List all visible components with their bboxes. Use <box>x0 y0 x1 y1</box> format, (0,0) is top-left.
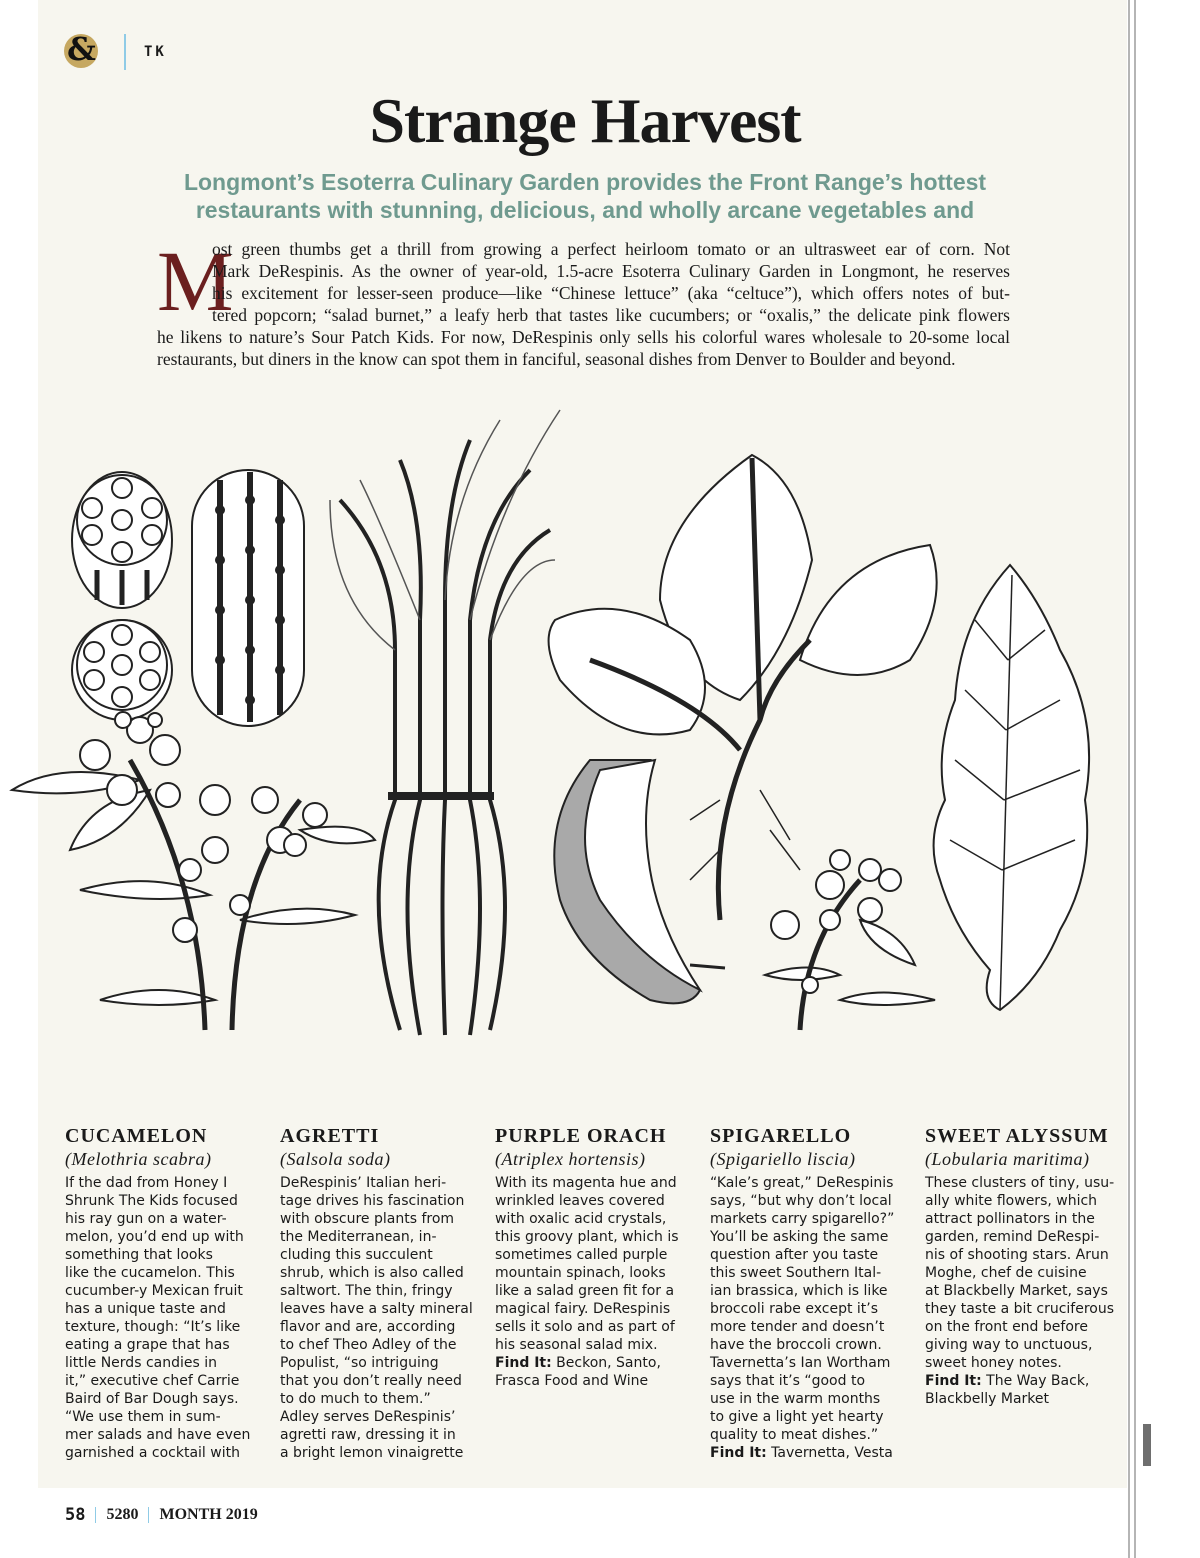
plant-entry-cucamelon: CUCAMELON (Melothria scabra) If the dad from Honey I Shrunk The Kids focused his ray gun on a water- melon, you’d end up with something that looks like the cucamelon. This cucumber-y Mexican fruit has a unique taste and texture, though: “It’s like eating a grape that has little Nerds candies in it,” executive chef Carrie Baird of Bar Dough says. “We use them in sum- mer salads and have even garnished a cocktail with <box>65 1124 265 1462</box>
header-divider <box>124 34 126 70</box>
section-label: TK <box>144 44 167 60</box>
plant-illustration <box>0 400 1120 1050</box>
plant-entry-sweet-alyssum: SWEET ALYSSUM (Lobularia maritima) These clusters of tiny, usu- ally white flowers, which attract pollinators in the garden, remind DeRespi- nis of shooting stars. Arun Moghe, chef de cuisine at Blackbelly Market, says they taste a bit cruciferous on the front end before giving way to unctuous, sweet honey notes. Find It: The Way Back, Blackbelly Market <box>925 1124 1125 1408</box>
plant-entry-agretti: AGRETTI (Salsola soda) DeRespinis’ Italian heri- tage drives his fascination with obscure plants from the Mediterranean, in- cluding this succulent shrub, which is also called saltwort. The thin, fringy leaves have a salty mineral flavor and are, according to chef Theo Adley of the Populist, “so intriguing that you don’t really need to do much to them.” Adley serves DeRespinis’ agretti raw, dressing it in a bright lemon vinaigrette <box>280 1124 480 1462</box>
sweet-alyssum-small-illustration <box>765 850 935 1030</box>
find-it: Find It: Beckon, Santo, <box>495 1355 661 1371</box>
entry-body: These clusters of tiny, usu- ally white flowers, which attract pollinators in the garden, remind DeRespi- nis of shooting stars. Arun Moghe, chef de cuisine at Blackbelly Market, says they taste a bit cruciferous on the front end before giving way to unctuous, sweet honey notes. Find It: The Way Back, Blackbelly Market <box>925 1174 1125 1408</box>
find-it: Find It: The Way Back, <box>925 1373 1090 1389</box>
footer-divider <box>95 1507 96 1523</box>
ampersand-logo: & <box>64 34 98 68</box>
page-footer <box>65 1505 258 1525</box>
page-title: Strange Harvest <box>369 85 801 156</box>
scrollbar-thumb[interactable] <box>1143 1424 1151 1466</box>
issue-date: MONTH 2019 <box>159 1506 258 1523</box>
plant-entry-purple-orach: PURPLE ORACH (Atriplex hortensis) With its magenta hue and wrinkled leaves covered with oxalic acid crystals, this groovy plant, which is sometimes called purple mountain spinach, looks like a salad green fit for a magical fairy. DeRespinis sells it solo and as part of his seasonal salad mix. Find It: Beckon, Santo, Frasca Food and Wine <box>495 1124 695 1390</box>
magazine-name: 5280 <box>106 1506 139 1523</box>
leaf-illustration <box>934 565 1090 1010</box>
plant-entry-spigarello: SPIGARELLO (Spigariello liscia) “Kale’s great,” DeRespinis says, “but why don’t local markets carry spigarello?” You’ll be asking the same question after you taste this sweet Southern Ital- ian brassica, which is like broccoli rabe except it’s more tender and doesn’t have the broccoli crown. Tavernetta’s Ian Wortham says that it’s “good to use in the warm months to give a light yet hearty quality to meat dishes.” Find It: Tavernetta, Vesta <box>710 1124 910 1462</box>
page-number: 58 <box>65 1505 86 1525</box>
cucamelon-illustration <box>72 470 304 726</box>
sweet-alyssum-illustration <box>12 712 375 1030</box>
intro-paragraph: ost green thumbs get a thrill from growing a perfect heirloom tomato or an ultrasweet ear of corn. Not Mark DeRespinis. As the owner of year-old, 1.5-acre Esoterra Culinary Garden in Longmont, he reserves his excitement for lesser-seen produce—like “Chinese lettuce” (aka “celtuce”), which offers notes of but- tered popcorn; “salad burnet,” a leafy herb that tastes like cucumbers; or “oxalis,” the delicate pink flowers he likens to nature’s Sour Patch Kids. For now, DeRespinis only sells his colorful wares wholesale to 20-some local restaurants, but diners in the know can spot them in fanciful, seasonal dishes from Denver to Boulder and beyond. <box>157 239 1010 369</box>
entry-body: “Kale’s great,” DeRespinis says, “but why don’t local markets carry spigarello?” You’ll be asking the same question after you taste this sweet Southern Ital- ian brassica, which is like broccoli rabe except it’s more tender and doesn’t have the broccoli crown. Tavernetta’s Ian Wortham says that it’s “good to use in the warm months to give a light yet hearty quality to meat dishes.” Find It: Tavernetta, Vesta <box>710 1174 910 1462</box>
page-edge-line <box>1134 0 1136 1558</box>
subtitle: Longmont’s Esoterra Culinary Garden provides the Front Range’s hottest restaurants with stunning, delicious, and wholly arcane vegetables and <box>183 169 987 223</box>
drop-cap: M <box>157 233 234 329</box>
entry-body: If the dad from Honey I Shrunk The Kids focused his ray gun on a water- melon, you’d end up with something that looks like the cucamelon. This cucumber-y Mexican fruit has a unique taste and texture, though: “It’s like eating a grape that has little Nerds candies in it,” executive chef Carrie Baird of Bar Dough says. “We use them in sum- mer salads and have even garnished a cocktail with <box>65 1175 251 1461</box>
entry-body: DeRespinis’ Italian heri- tage drives his fascination with obscure plants from the Mediterranean, in- cluding this succulent shrub, which is also called saltwort. The thin, fringy leaves have a salty mineral flavor and are, according to chef Theo Adley of the Populist, “so intriguing that you don’t really need to do much to them.” Adley serves DeRespinis’ agretti raw, dressing it in a bright lemon vinaigrette <box>280 1175 473 1461</box>
agretti-illustration <box>330 410 560 1035</box>
footer-divider <box>148 1507 149 1523</box>
page-edge-line <box>1128 0 1130 1558</box>
find-it: Find It: Tavernetta, Vesta <box>710 1445 893 1461</box>
entry-body: With its magenta hue and wrinkled leaves covered with oxalic acid crystals, this groovy plant, which is sometimes called purple mountain spinach, looks like a salad green fit for a magical fairy. DeRespinis sells it solo and as part of his seasonal salad mix. Find It: Beckon, Santo, Frasca Food and Wine <box>495 1174 695 1390</box>
purple-orach-illustration <box>554 760 725 1003</box>
